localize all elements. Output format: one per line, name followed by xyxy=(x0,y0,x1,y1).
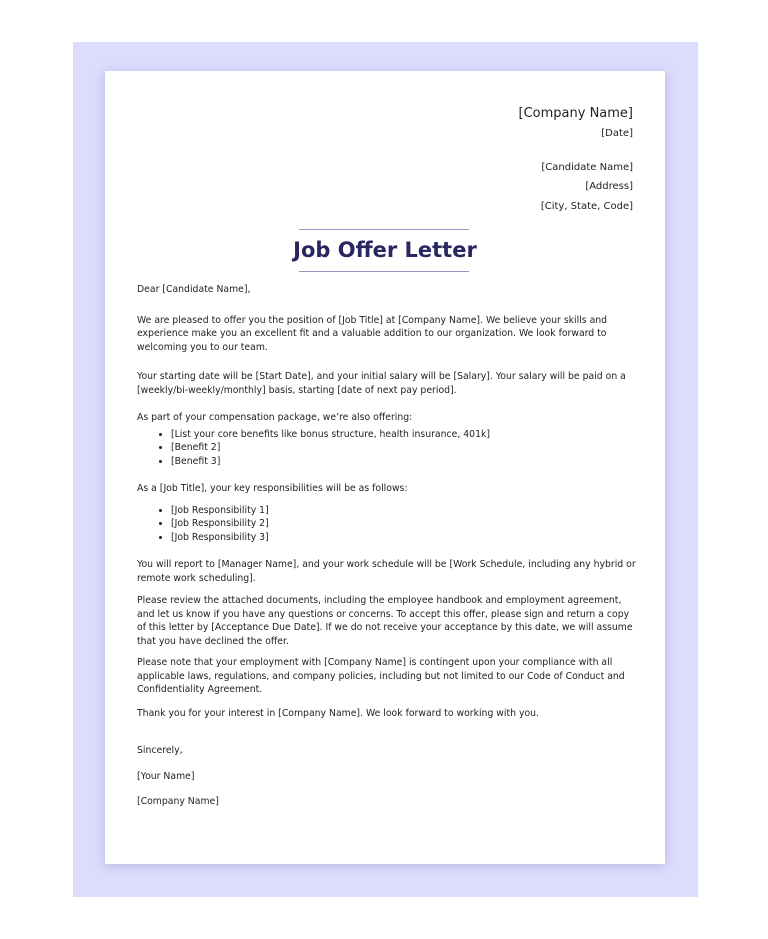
list-item: • [Job Responsibility 2] xyxy=(171,517,637,531)
list-item: • [Benefit 3] xyxy=(171,455,637,469)
salutation: Dear [Candidate Name], xyxy=(137,284,251,295)
paragraph-thanks: Thank you for your interest in [Company Name]. We look forward to working with you. xyxy=(137,707,540,719)
benefits-list xyxy=(137,428,637,469)
paragraph-responsibilities-intro: As a [Job Title], your key responsibilities will be as follows: xyxy=(137,483,408,494)
list-item: • [Job Responsibility 1] xyxy=(171,504,637,518)
paragraph-review: Please review the attached documents, including the employee handbook and employment agreement, and let us know if you have any questions or concerns. To accept this offer, please sign and return a copy of this letter by [Acceptance Due Date]. If we do not receive your acceptance by this date, we will assume that you have declined the offer. xyxy=(137,595,633,647)
list-item: • [Benefit 2] xyxy=(171,441,637,455)
closing-sincerely: Sincerely, xyxy=(137,745,183,756)
paragraph-benefits-intro: As part of your compensation package, we’re also offering: xyxy=(137,412,413,423)
title-rule-bottom xyxy=(299,271,469,272)
paragraph-intro: We are pleased to offer you the position of [Job Title] at [Company Name]. We believe your skills and experience make you an excellent fit and a valuable addition to our organization. We look forward to welcoming you to our team. xyxy=(137,314,608,353)
header-date: [Date] xyxy=(601,128,633,139)
letter-title: Job Offer Letter xyxy=(293,238,477,262)
list-item: • [List your core benefits like bonus structure, health insurance, 401k] xyxy=(171,428,637,442)
header-candidate-name: [Candidate Name] xyxy=(541,162,633,173)
paragraph-contingent: Please note that your employment with [Company Name] is contingent upon your compliance with all applicable laws, regulations, and company policies, including but not limited to our Code of Conduct and Confidentiality Agreement. xyxy=(137,657,625,695)
responsibilities-list xyxy=(137,504,637,545)
letter-document xyxy=(105,71,665,864)
title-rule-top xyxy=(299,229,469,230)
header-city-state-code: [City, State, Code] xyxy=(540,201,633,212)
paragraph-start: Your starting date will be [Start Date], and your initial salary will be [Salary]. Your salary will be paid on a [weekly/bi-weekly/monthly] basis, starting [date of next pay period]. xyxy=(137,371,626,396)
header-company: [Company Name] xyxy=(518,106,633,121)
list-item: • [Job Responsibility 3] xyxy=(171,531,637,545)
letter-body xyxy=(137,283,637,809)
paragraph-report: You will report to [Manager Name], and your work schedule will be [Work Schedule, including any hybrid or remote work scheduling]. xyxy=(137,559,636,584)
header-address: [Address] xyxy=(585,181,633,192)
closing-company: [Company Name] xyxy=(137,796,219,807)
closing-your-name: [Your Name] xyxy=(137,770,195,782)
